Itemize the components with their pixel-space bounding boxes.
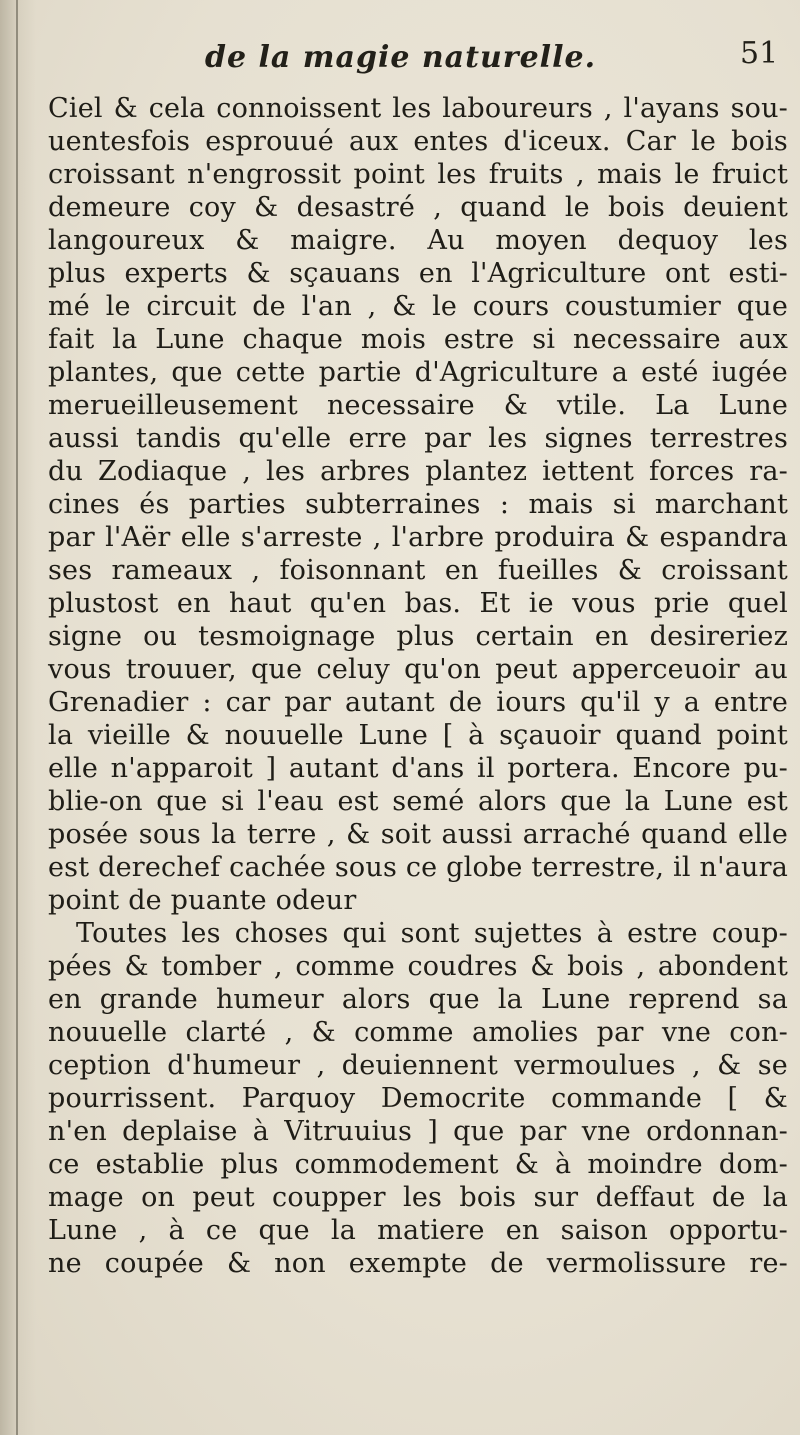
text-line: langoureux & maigre. Au moyen dequoy les bbox=[48, 225, 788, 256]
text-line: merueilleusement necessaire & vtile. La Lune bbox=[48, 390, 788, 421]
text-line: n'en deplaise à Vitruuius ] que par vne ordonnan- bbox=[48, 1116, 788, 1147]
text-line: blie-on que si l'eau est semé alors que la Lune est bbox=[48, 786, 788, 817]
text-line: demeure coy & desastré , quand le bois deuient bbox=[48, 192, 788, 223]
running-head bbox=[0, 36, 800, 90]
binding-gutter bbox=[0, 0, 36, 1435]
text-line: ne coupée & non exempte de vermolissure re- bbox=[48, 1248, 788, 1279]
text-line: elle n'apparoit ] autant d'ans il portera. Encore pu- bbox=[48, 753, 788, 784]
text-line: par l'Aër elle s'arreste , l'arbre produira & espandra bbox=[48, 522, 788, 553]
text-line: en grande humeur alors que la Lune reprend sa bbox=[48, 984, 788, 1015]
text-line: posée sous la terre , & soit aussi arraché quand elle bbox=[48, 819, 788, 850]
text-line: est derechef cachée sous ce globe terrestre, il n'aura bbox=[48, 852, 788, 883]
text-line: du Zodiaque , les arbres plantez iettent forces ra- bbox=[48, 456, 788, 487]
text-line: Grenadier : car par autant de iours qu'il y a entre bbox=[48, 687, 788, 718]
text-line: vous trouuer, que celuy qu'on peut apperceuoir au bbox=[48, 654, 788, 685]
text-line: cines és parties subterraines : mais si marchant bbox=[48, 489, 788, 520]
text-line: la vieille & nouuelle Lune [ à sçauoir quand point bbox=[48, 720, 788, 751]
text-line: signe ou tesmoignage plus certain en desireriez bbox=[48, 621, 788, 652]
text-line: mé le circuit de l'an , & le cours coustumier que bbox=[48, 291, 788, 322]
binding-edge-line bbox=[16, 0, 18, 1435]
page-number: 51 bbox=[740, 36, 779, 71]
text-line: ception d'humeur , deuiennent vermoulues , & se bbox=[48, 1050, 788, 1081]
text-line: croissant n'engrossit point les fruits , mais le fruict bbox=[48, 159, 788, 190]
text-line: plus experts & sçauans en l'Agriculture ont esti- bbox=[48, 258, 788, 289]
text-line: ce establie plus commodement & à moindre dom- bbox=[48, 1149, 788, 1180]
text-line: Toutes les choses qui sont sujettes à estre coup- bbox=[76, 918, 788, 949]
text-line: plustost en haut qu'en bas. Et ie vous prie quel bbox=[48, 588, 788, 619]
text-line: fait la Lune chaque mois estre si necessaire aux bbox=[48, 324, 788, 355]
text-line: pourrissent. Parquoy Democrite commande [ & bbox=[48, 1083, 788, 1114]
text-line: Lune , à ce que la matiere en saison opportu- bbox=[48, 1215, 788, 1246]
text-line: plantes, que cette partie d'Agriculture a esté iugée bbox=[48, 357, 788, 388]
text-line: Ciel & cela connoissent les laboureurs , l'ayans sou- bbox=[48, 93, 788, 124]
text-line: point de puante odeur bbox=[48, 885, 357, 916]
text-line: uentesfois esprouué aux entes d'iceux. Car le bois bbox=[48, 126, 788, 157]
running-title: de la magie naturelle. bbox=[205, 40, 597, 75]
text-line: ses rameaux , foisonnant en fueilles & croissant bbox=[48, 555, 788, 586]
text-line: nouuelle clarté , & comme amolies par vne con- bbox=[48, 1017, 788, 1048]
text-line: pées & tomber , comme coudres & bois , abondent bbox=[48, 951, 788, 982]
text-line: mage on peut coupper les bois sur deffaut de la bbox=[48, 1182, 788, 1213]
body-text bbox=[48, 92, 788, 1342]
text-line: aussi tandis qu'elle erre par les signes terrestres bbox=[48, 423, 788, 454]
